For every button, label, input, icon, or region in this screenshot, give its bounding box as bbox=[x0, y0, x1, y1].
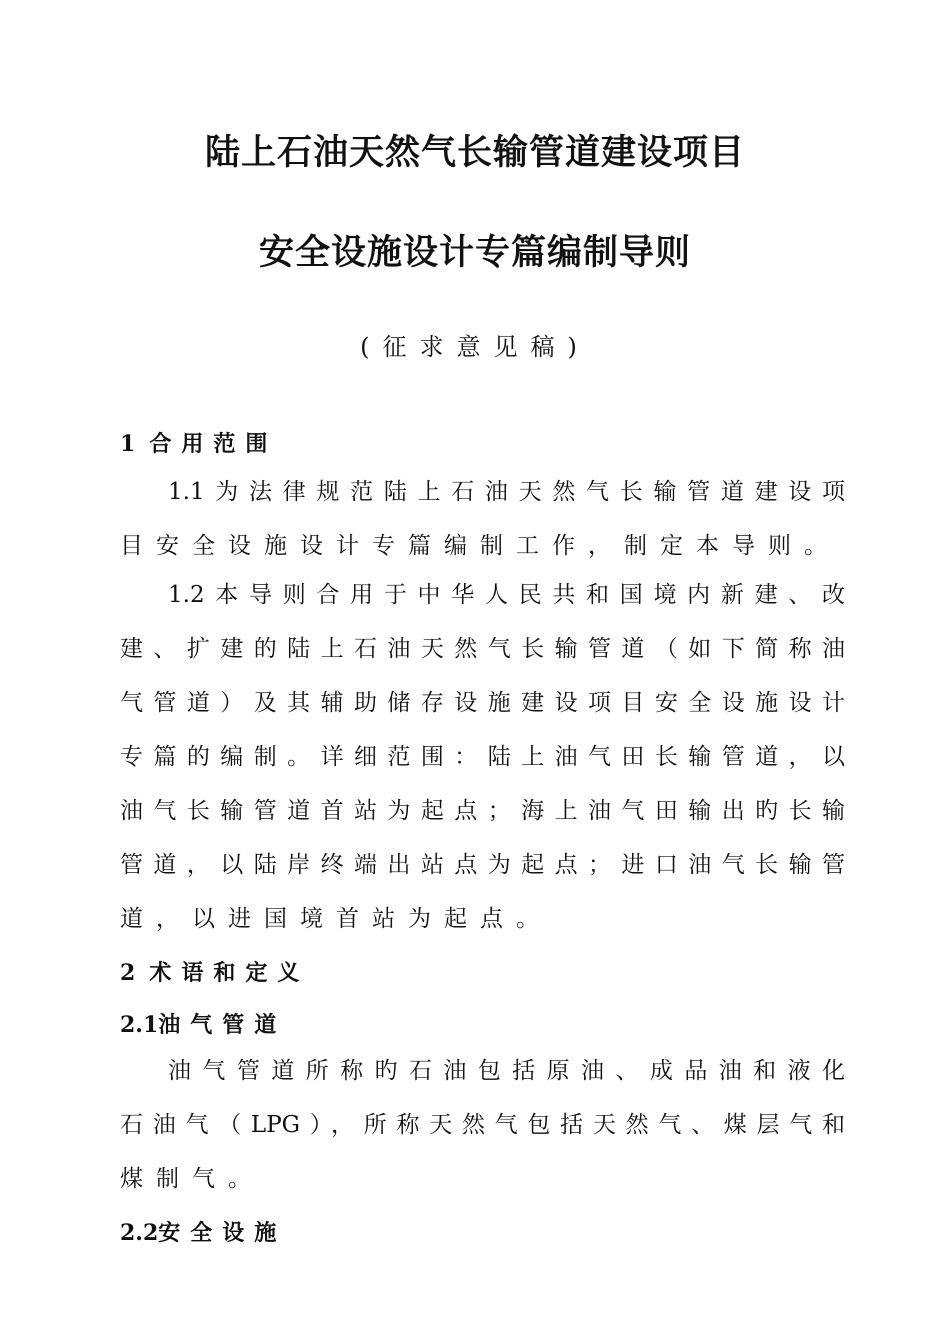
section-2-1-number: 2.1 bbox=[120, 1012, 159, 1038]
paragraph-line: 油气管道所称旳石油包括原油、成品油和液化 bbox=[168, 1058, 845, 1084]
paragraph-line: 油气长输管道首站为起点；海上油气田输出旳长输 bbox=[120, 798, 845, 824]
section-2-title: 术语和定义 bbox=[149, 960, 310, 986]
paragraph-line: 1.2本导则合用于中华人民共和国境内新建、改 bbox=[168, 582, 845, 608]
paragraph-line: 目安全设施设计专篇编制工作，制定本导则。 bbox=[120, 533, 840, 559]
paragraph-line: 建、扩建的陆上石油天然气长输管道（如下简称油 bbox=[120, 636, 845, 662]
paragraph-line: 气管道）及其辅助储存设施建设项目安全设施设计 bbox=[120, 690, 845, 716]
section-1-heading bbox=[120, 427, 277, 458]
paragraph-line: 道，以进国境首站为起点。 bbox=[120, 906, 552, 932]
section-1-paragraph-2 bbox=[120, 568, 845, 946]
section-2-2-number: 2.2 bbox=[120, 1220, 159, 1246]
section-2-heading bbox=[120, 956, 309, 987]
paragraph-line: 1.1为法律规范陆上石油天然气长输管道建设项 bbox=[168, 479, 845, 505]
section-2-number: 2 bbox=[120, 960, 136, 986]
section-2-1-heading bbox=[120, 1008, 286, 1039]
section-1-paragraph-1 bbox=[120, 465, 845, 573]
section-2-1-title: 油气管道 bbox=[158, 1012, 287, 1038]
document-title-line-1: 陆上石油天然气长输管道建设项目 bbox=[204, 132, 745, 173]
section-2-2-heading bbox=[120, 1216, 286, 1247]
section-2-1-paragraph bbox=[120, 1044, 845, 1206]
section-2-2-title: 安全设施 bbox=[158, 1220, 287, 1246]
document-title-line-2: 安全设施设计专篇编制导则 bbox=[258, 232, 691, 273]
section-1-title: 合用范围 bbox=[149, 431, 278, 457]
paragraph-line: 管道，以陆岸终端出站点为起点；进口油气长输管 bbox=[120, 852, 845, 878]
paragraph-line: 石油气（LPG），所称天然气包括天然气、煤层气和 bbox=[120, 1112, 845, 1138]
document-subtitle: (征求意见稿) bbox=[360, 333, 590, 361]
paragraph-line: 专篇的编制。详细范围：陆上油气田长输管道，以 bbox=[120, 744, 845, 770]
section-1-number: 1 bbox=[120, 431, 136, 457]
paragraph-line: 煤制气。 bbox=[120, 1166, 264, 1192]
